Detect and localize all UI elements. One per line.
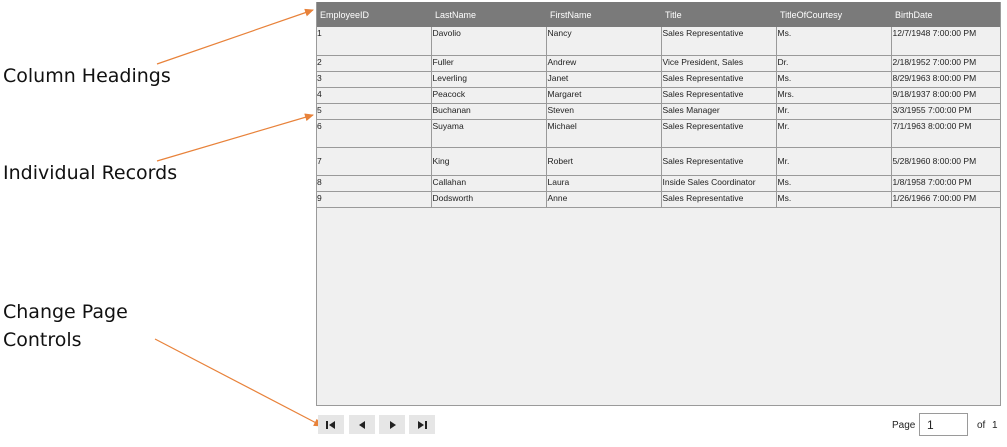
column-header-birthdate[interactable]: BirthDate bbox=[891, 2, 1001, 27]
column-header-row bbox=[316, 2, 1001, 27]
cell-lastname: Dodsworth bbox=[431, 191, 546, 207]
cell-title: Sales Representative bbox=[661, 119, 776, 147]
cell-employeeid: 1 bbox=[316, 27, 431, 55]
first-page-icon bbox=[326, 421, 336, 429]
cell-firstname: Laura bbox=[546, 175, 661, 191]
records-body bbox=[316, 27, 1001, 207]
cell-lastname: Peacock bbox=[431, 87, 546, 103]
cell-birthdate: 8/29/1963 8:00:00 PM bbox=[891, 71, 1001, 87]
table-row[interactable] bbox=[316, 119, 1001, 147]
cell-lastname: Leverling bbox=[431, 71, 546, 87]
cell-title: Sales Representative bbox=[661, 87, 776, 103]
cell-title: Sales Representative bbox=[661, 147, 776, 175]
cell-lastname: Buchanan bbox=[431, 103, 546, 119]
cell-title: Vice President, Sales bbox=[661, 55, 776, 71]
cell-employeeid: 8 bbox=[316, 175, 431, 191]
cell-titleofcourtesy: Mr. bbox=[776, 147, 891, 175]
cell-titleofcourtesy: Mrs. bbox=[776, 87, 891, 103]
cell-title: Sales Representative bbox=[661, 27, 776, 55]
employee-table bbox=[316, 2, 1001, 208]
cell-lastname: Fuller bbox=[431, 55, 546, 71]
of-label: of bbox=[977, 420, 986, 431]
cell-lastname: Davolio bbox=[431, 27, 546, 55]
cell-firstname: Steven bbox=[546, 103, 661, 119]
cell-birthdate: 2/18/1952 7:00:00 PM bbox=[891, 55, 1001, 71]
cell-firstname: Robert bbox=[546, 147, 661, 175]
change-page-controls-arrow bbox=[155, 339, 322, 426]
change-page-callout-line1: Change Page bbox=[3, 301, 128, 323]
cell-employeeid: 2 bbox=[316, 55, 431, 71]
cell-employeeid: 6 bbox=[316, 119, 431, 147]
cell-employeeid: 5 bbox=[316, 103, 431, 119]
cell-title: Sales Manager bbox=[661, 103, 776, 119]
cell-employeeid: 9 bbox=[316, 191, 431, 207]
cell-employeeid: 3 bbox=[316, 71, 431, 87]
table-row[interactable] bbox=[316, 175, 1001, 191]
cell-titleofcourtesy: Ms. bbox=[776, 27, 891, 55]
cell-lastname: Suyama bbox=[431, 119, 546, 147]
next-page-icon bbox=[389, 421, 396, 429]
cell-birthdate: 1/26/1966 7:00:00 PM bbox=[891, 191, 1001, 207]
page-number-input[interactable] bbox=[919, 413, 968, 436]
individual-records-arrow bbox=[157, 115, 313, 161]
column-headings-callout: Column Headings bbox=[3, 65, 171, 87]
cell-birthdate: 7/1/1963 8:00:00 PM bbox=[891, 119, 1001, 147]
table-row[interactable] bbox=[316, 191, 1001, 207]
cell-birthdate: 12/7/1948 7:00:00 PM bbox=[891, 27, 1001, 55]
column-header-title[interactable]: Title bbox=[661, 2, 776, 27]
cell-birthdate: 5/28/1960 8:00:00 PM bbox=[891, 147, 1001, 175]
cell-titleofcourtesy: Ms. bbox=[776, 71, 891, 87]
last-page-icon bbox=[417, 421, 427, 429]
cell-firstname: Nancy bbox=[546, 27, 661, 55]
column-header-employeeid[interactable]: EmployeeID bbox=[316, 2, 431, 27]
change-page-controls-callout bbox=[3, 298, 128, 354]
last-page-button[interactable] bbox=[409, 415, 435, 434]
table-row[interactable] bbox=[316, 55, 1001, 71]
cell-employeeid: 4 bbox=[316, 87, 431, 103]
table-row[interactable] bbox=[316, 147, 1001, 175]
cell-titleofcourtesy: Ms. bbox=[776, 175, 891, 191]
next-page-button[interactable] bbox=[379, 415, 405, 434]
previous-page-button[interactable] bbox=[349, 415, 375, 434]
cell-firstname: Anne bbox=[546, 191, 661, 207]
cell-employeeid: 7 bbox=[316, 147, 431, 175]
cell-title: Sales Representative bbox=[661, 71, 776, 87]
cell-firstname: Janet bbox=[546, 71, 661, 87]
table-row[interactable] bbox=[316, 103, 1001, 119]
cell-firstname: Michael bbox=[546, 119, 661, 147]
first-page-button[interactable] bbox=[318, 415, 344, 434]
cell-birthdate: 1/8/1958 7:00:00 PM bbox=[891, 175, 1001, 191]
cell-birthdate: 9/18/1937 8:00:00 PM bbox=[891, 87, 1001, 103]
cell-titleofcourtesy: Mr. bbox=[776, 103, 891, 119]
column-header-titleofcourtesy[interactable]: TitleOfCourtesy bbox=[776, 2, 891, 27]
change-page-callout-line2: Controls bbox=[3, 329, 82, 351]
page-label: Page bbox=[892, 420, 916, 431]
employee-data-grid bbox=[316, 2, 1001, 406]
cell-birthdate: 3/3/1955 7:00:00 PM bbox=[891, 103, 1001, 119]
column-header-firstname[interactable]: FirstName bbox=[546, 2, 661, 27]
table-row[interactable] bbox=[316, 87, 1001, 103]
cell-title: Inside Sales Coordinator bbox=[661, 175, 776, 191]
previous-page-icon bbox=[359, 421, 366, 429]
cell-titleofcourtesy: Dr. bbox=[776, 55, 891, 71]
table-row[interactable] bbox=[316, 27, 1001, 55]
cell-titleofcourtesy: Mr. bbox=[776, 119, 891, 147]
table-row[interactable] bbox=[316, 71, 1001, 87]
cell-firstname: Andrew bbox=[546, 55, 661, 71]
column-header-lastname[interactable]: LastName bbox=[431, 2, 546, 27]
cell-lastname: Callahan bbox=[431, 175, 546, 191]
column-headings-arrow bbox=[157, 10, 313, 64]
total-pages: 1 bbox=[992, 420, 998, 431]
cell-lastname: King bbox=[431, 147, 546, 175]
cell-firstname: Margaret bbox=[546, 87, 661, 103]
cell-title: Sales Representative bbox=[661, 191, 776, 207]
individual-records-callout: Individual Records bbox=[3, 162, 178, 184]
cell-titleofcourtesy: Ms. bbox=[776, 191, 891, 207]
